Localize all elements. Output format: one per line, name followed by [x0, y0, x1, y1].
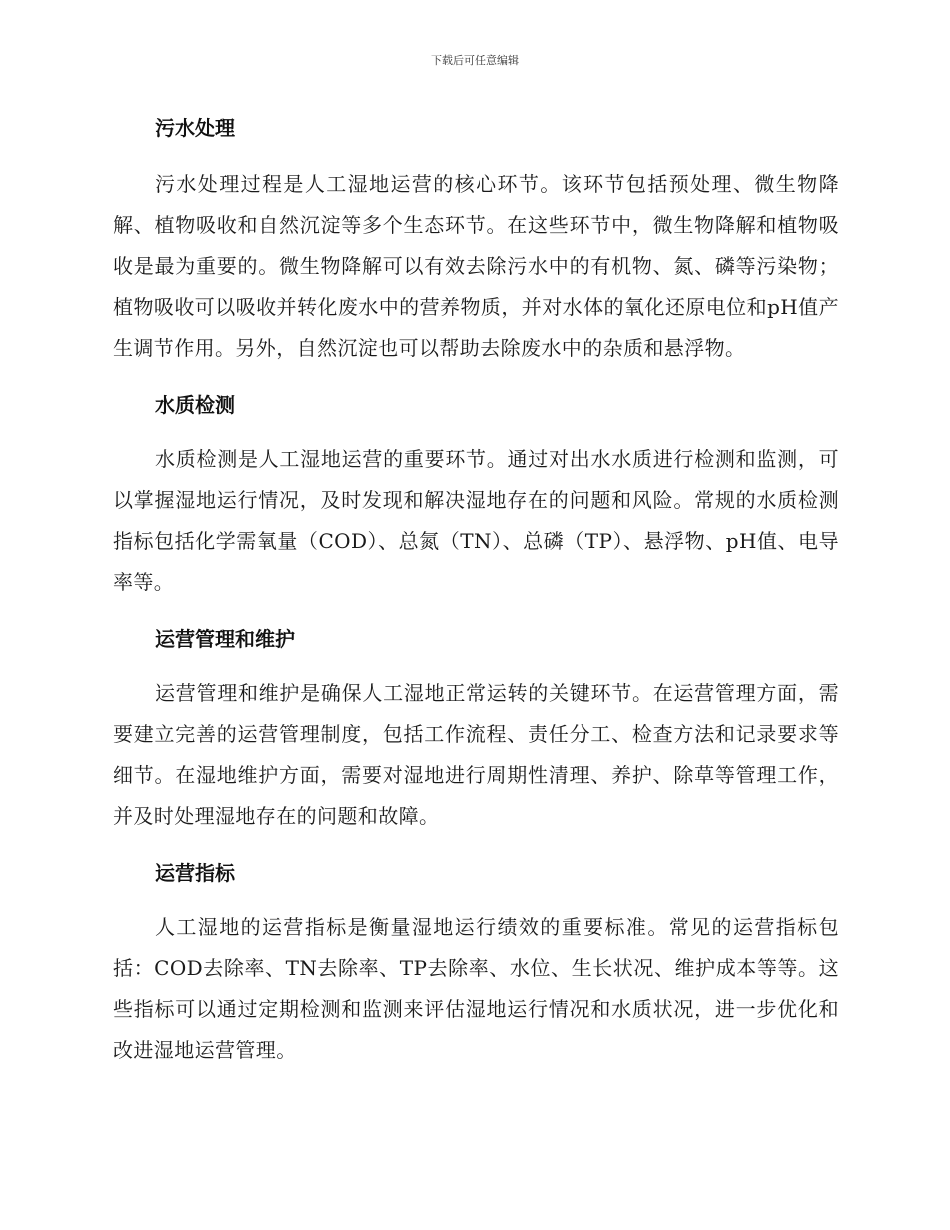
- section-water-quality-testing: [113, 387, 839, 603]
- section-wastewater-treatment: [113, 110, 839, 369]
- page-header: 下载后可任意编辑: [431, 54, 519, 67]
- section-heading: 污水处理: [155, 116, 235, 140]
- section-heading: 运营指标: [155, 861, 235, 885]
- section-operation-indicators: [113, 855, 839, 1071]
- section-heading: 运营管理和维护: [155, 627, 295, 651]
- section-heading: 水质检测: [155, 393, 235, 417]
- document-content: [113, 110, 839, 1071]
- section-paragraph: 运营管理和维护是确保人工湿地正常运转的关键环节。在运营管理方面，需要建立完善的运营管理制度，包括工作流程、责任分工、检查方法和记录要求等细节。在湿地维护方面，需要对湿地进行周期性清理、养护、除草等管理工作，并及时处理湿地存在的问题和故障。: [113, 681, 839, 828]
- section-paragraph: 水质检测是人工湿地运营的重要环节。通过对出水水质进行检测和监测，可以掌握湿地运行情况，及时发现和解决湿地存在的问题和风险。常规的水质检测指标包括化学需氧量（COD）、总氮（TN）、总磷（TP）、悬浮物、pH值、电导率等。: [113, 447, 839, 594]
- section-operation-maintenance: [113, 621, 839, 837]
- section-paragraph: 污水处理过程是人工湿地运营的核心环节。该环节包括预处理、微生物降解、植物吸收和自然沉淀等多个生态环节。在这些环节中，微生物降解和植物吸收是最为重要的。微生物降解可以有效去除污水中的有机物、氮、磷等污染物；植物吸收可以吸收并转化废水中的营养物质，并对水体的氧化还原电位和pH值产生调节作用。另外，自然沉淀也可以帮助去除废水中的杂质和悬浮物。: [113, 172, 839, 360]
- section-paragraph: 人工湿地的运营指标是衡量湿地运行绩效的重要标准。常见的运营指标包括：COD去除率、TN去除率、TP去除率、水位、生长状况、维护成本等等。这些指标可以通过定期检测和监测来评估湿地运行情况和水质状况，进一步优化和改进湿地运营管理。: [113, 915, 839, 1062]
